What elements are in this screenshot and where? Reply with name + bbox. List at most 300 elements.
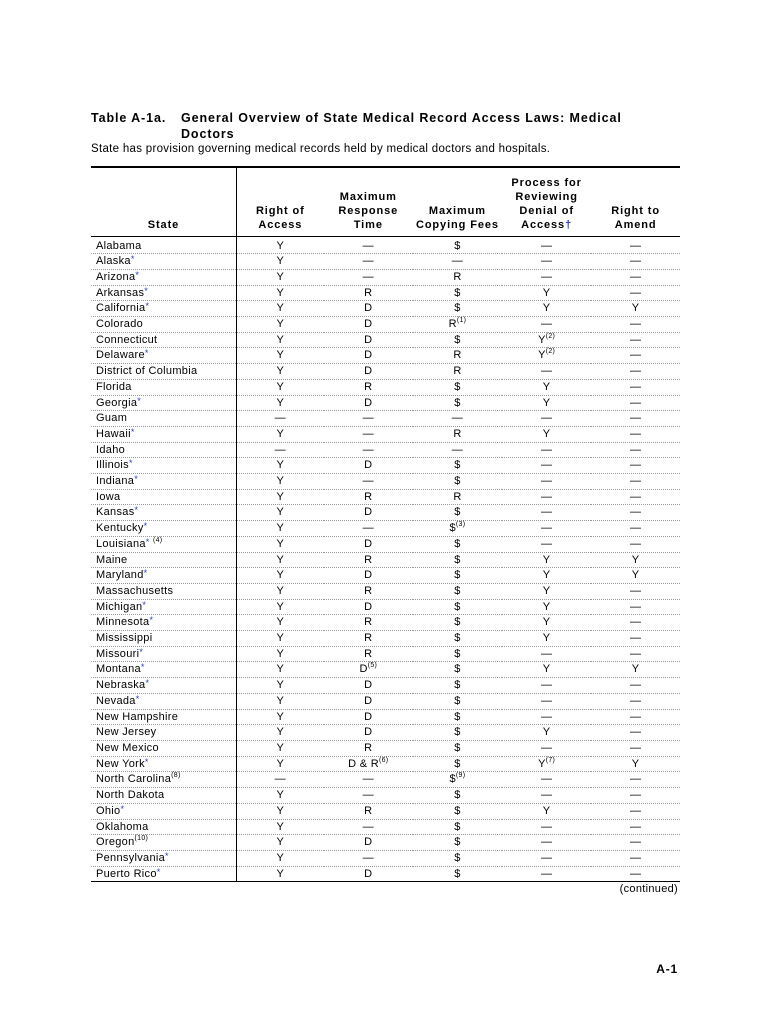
right-of-access-cell [236,599,323,615]
copying-fees-cell [413,599,502,615]
right-to-amend-cell-value: — [629,318,642,331]
right-of-access-cell-value: Y [276,789,285,802]
right-of-access-cell-value: Y [276,742,285,754]
right-of-access-cell-value: Y [276,318,285,331]
right-to-amend-cell [591,741,680,757]
right-to-amend-cell [591,364,680,380]
state-cell [91,332,236,348]
copying-fees-cell [413,788,502,804]
process-review-cell-value: — [540,647,553,660]
asterisk-mark: * [120,803,125,814]
state-cell [91,269,236,285]
right-of-access-cell [236,788,323,804]
right-to-amend-cell [591,772,680,788]
response-time-cell-value: — [362,851,374,864]
state-footnote: (10) [134,835,149,843]
process-review-cell-value: Y [538,333,546,346]
right-of-access-cell [236,536,323,552]
right-of-access-cell [236,772,323,788]
process-review-cell-value: — [540,820,553,833]
table-row [91,536,680,552]
state-name: Mississippi [96,632,153,645]
state-cell [91,458,236,474]
table-row [91,756,680,772]
right-of-access-cell-value: Y [276,286,285,299]
copying-fees-cell-value: $ [454,757,461,770]
process-review-cell-value: Y [542,427,551,440]
table-row [91,850,680,866]
copying-fees-cell-value: $ [454,286,461,299]
header-copying-fees: Maximum Copying Fees [413,167,502,236]
process-review-cell [502,599,591,615]
copying-fees-cell-value: — [451,412,464,425]
right-of-access-cell [236,442,323,458]
process-review-cell [502,631,591,647]
right-to-amend-cell-value: — [629,239,642,252]
right-to-amend-cell [591,662,680,678]
process-review-cell [502,866,591,882]
copying-fees-cell [413,709,502,725]
process-review-cell-value: — [540,742,553,754]
state-cell [91,505,236,521]
right-of-access-cell-value: Y [276,632,285,645]
right-of-access-cell-value: Y [276,726,285,739]
table-row [91,489,680,505]
process-review-cell [502,803,591,819]
copying-fees-cell-value: $ [449,773,456,786]
copying-fees-cell-value: $ [454,647,461,660]
asterisk-mark: * [144,348,149,359]
response-time-cell-value: — [362,270,374,283]
copying-fees-cell-value: $ [454,569,461,582]
dagger-mark: † [565,218,573,231]
right-of-access-cell-value: — [274,412,286,425]
asterisk-mark: * [144,756,149,767]
copying-fees-cell-value: R [453,490,462,503]
response-time-cell-value: D [359,663,368,676]
right-of-access-cell [236,411,323,427]
right-of-access-cell [236,348,323,364]
right-of-access-cell [236,568,323,584]
state-name: Idaho [96,443,126,456]
process-review-cell [502,568,591,584]
process-review-cell [502,364,591,380]
right-of-access-cell-value: Y [276,647,285,660]
process-review-cell [502,489,591,505]
right-to-amend-cell-value: — [629,616,642,629]
state-cell [91,552,236,568]
process-review-cell [502,379,591,395]
right-to-amend-cell-value: Y [631,757,640,770]
copying-fees-cell [413,395,502,411]
process-review-cell-value: — [540,490,553,503]
response-time-cell [324,583,413,599]
response-time-cell-value: D [364,694,373,707]
right-of-access-cell-value: Y [276,302,285,315]
right-to-amend-cell-value: Y [631,569,640,582]
response-time-cell [324,458,413,474]
state-cell [91,521,236,537]
copying-fees-cell [413,615,502,631]
right-of-access-cell-value: Y [276,506,285,519]
process-review-cell [502,521,591,537]
process-review-cell-value: — [540,443,553,456]
response-time-cell [324,819,413,835]
copying-fees-cell [413,364,502,380]
right-of-access-cell-value: Y [276,255,285,268]
response-time-cell-value: — [362,239,374,252]
right-to-amend-cell-value: — [629,490,642,503]
asterisk-mark: * [139,646,144,657]
page-number: A-1 [656,962,678,976]
right-of-access-cell-value: Y [276,851,285,864]
right-to-amend-cell-value: — [629,836,642,849]
state-name: Guam [96,412,128,425]
asterisk-mark: * [130,426,135,437]
copying-fees-cell [413,269,502,285]
table-row [91,725,680,741]
table-row [91,236,680,254]
right-of-access-cell-value: Y [276,616,285,629]
table-subtitle: State has provision governing medical records held by medical doctors and hospitals. [91,143,551,155]
process-review-cell-value: Y [542,569,551,582]
header-state: State [91,167,236,236]
copying-fees-cell-value: $ [454,820,461,833]
right-to-amend-cell [591,552,680,568]
right-of-access-cell-value: Y [276,694,285,707]
state-cell [91,568,236,584]
right-to-amend-cell-value: Y [631,553,640,566]
response-time-cell [324,442,413,458]
state-cell [91,772,236,788]
copying-fees-cell [413,583,502,599]
response-time-cell [324,285,413,301]
copying-fees-cell [413,254,502,270]
table-row [91,866,680,882]
state-name: Missouri [96,647,140,660]
response-time-cell-value: D [364,396,373,409]
copying-fees-cell-value: $ [449,522,456,535]
response-time-cell [324,803,413,819]
copying-fees-cell [413,332,502,348]
response-time-cell-value: R [364,380,373,393]
right-to-amend-cell [591,536,680,552]
response-time-cell-value: D [364,679,373,692]
process-review-cell-footnote: (2) [545,332,556,340]
asterisk-mark: * [143,568,148,579]
state-name: Nevada [96,694,136,707]
right-of-access-cell [236,474,323,490]
state-name: North Dakota [96,789,165,802]
header-row [91,167,680,236]
process-review-cell [502,332,591,348]
process-review-cell [502,772,591,788]
response-time-cell-value: — [362,412,374,425]
process-review-cell [502,850,591,866]
right-to-amend-cell-value: — [629,427,642,440]
state-name: Illinois [96,459,129,472]
process-review-cell [502,458,591,474]
table-row [91,741,680,757]
right-to-amend-cell [591,489,680,505]
asterisk-mark: * [156,866,161,877]
right-of-access-cell-value: Y [276,710,285,723]
right-of-access-cell-value: Y [276,600,285,613]
state-name: Oregon [96,836,135,849]
process-review-cell-value: — [540,710,553,723]
state-name: Kansas [96,506,135,519]
process-review-cell-value: Y [542,600,551,613]
state-cell [91,631,236,647]
process-review-cell-value: — [540,412,553,425]
header-right-to-amend: Right to Amend [591,167,680,236]
right-of-access-cell-value: Y [276,490,285,503]
state-cell [91,254,236,270]
table-row [91,505,680,521]
copying-fees-cell [413,678,502,694]
right-to-amend-cell [591,678,680,694]
response-time-cell-value: D [364,365,373,378]
asterisk-mark: * [128,458,133,469]
state-footnote: (8) [171,772,181,780]
state-cell [91,803,236,819]
process-review-cell [502,254,591,270]
process-review-cell-value: Y [538,349,546,362]
response-time-cell [324,236,413,254]
right-of-access-cell [236,615,323,631]
process-review-cell-value: Y [542,616,551,629]
right-to-amend-cell [591,395,680,411]
state-name: California [96,302,146,315]
right-of-access-cell-value: Y [276,396,285,409]
copying-fees-cell [413,741,502,757]
response-time-cell-value: — [362,443,374,456]
right-of-access-cell-value: Y [276,365,285,378]
right-to-amend-cell [591,317,680,333]
copying-fees-cell [413,426,502,442]
right-to-amend-cell-value: — [629,286,642,299]
response-time-cell-value: — [362,789,374,802]
copying-fees-cell [413,803,502,819]
state-name: District of Columbia [96,365,198,378]
copying-fees-cell-value: $ [454,663,461,676]
asterisk-mark: * [135,269,140,280]
right-of-access-cell [236,678,323,694]
response-time-cell-value: D [364,600,373,613]
process-review-cell [502,615,591,631]
asterisk-mark: * [137,395,142,406]
copying-fees-cell-value: $ [454,553,461,566]
process-review-cell [502,317,591,333]
right-of-access-cell [236,819,323,835]
state-name: Nebraska [96,679,146,692]
right-of-access-cell [236,489,323,505]
copying-fees-cell-value: — [451,443,464,456]
response-time-cell-value: R [364,553,373,566]
state-laws-table [91,166,680,882]
right-to-amend-cell [591,819,680,835]
copying-fees-cell [413,348,502,364]
process-review-cell-value: Y [542,584,551,597]
right-of-access-cell-value: Y [276,757,285,770]
process-review-cell [502,835,591,851]
process-review-cell [502,583,591,599]
response-time-cell-value: R [364,616,373,629]
copying-fees-cell-value: $ [454,475,461,488]
copying-fees-cell-value: $ [454,632,461,645]
table-row [91,803,680,819]
process-review-cell-value: — [540,851,553,864]
response-time-cell [324,772,413,788]
state-cell [91,317,236,333]
state-name: Hawaii [96,427,131,440]
table-row [91,269,680,285]
right-to-amend-cell-value: — [629,851,642,864]
response-time-cell-value: — [362,427,374,440]
table-row [91,379,680,395]
response-time-cell-value: D [364,318,373,331]
state-cell [91,301,236,317]
state-cell [91,725,236,741]
state-cell [91,442,236,458]
asterisk-mark: * [134,505,139,516]
process-review-cell [502,348,591,364]
right-to-amend-cell-value: — [629,742,642,754]
right-of-access-cell [236,631,323,647]
right-to-amend-cell [591,835,680,851]
process-review-cell-value: — [540,679,553,692]
copying-fees-cell-footnote: (9) [455,772,466,780]
right-of-access-cell-value: — [274,773,286,786]
right-to-amend-cell [591,866,680,882]
right-of-access-cell [236,866,323,882]
asterisk-mark: * [140,662,145,673]
state-name: Georgia [96,396,138,409]
right-to-amend-cell-value: — [629,475,642,488]
process-review-cell [502,552,591,568]
copying-fees-cell-value: $ [454,302,461,315]
response-time-cell [324,379,413,395]
process-review-cell [502,693,591,709]
response-time-cell [324,489,413,505]
right-of-access-cell [236,236,323,254]
state-name: Minnesota [96,616,150,629]
response-time-cell [324,756,413,772]
process-review-cell [502,411,591,427]
state-name: Colorado [96,318,144,331]
state-name: Florida [96,380,132,393]
table-row [91,631,680,647]
response-time-cell-value: — [362,255,374,268]
response-time-cell [324,552,413,568]
process-review-cell-value: Y [542,663,551,676]
response-time-cell-footnote: (5) [367,662,378,670]
copying-fees-cell [413,693,502,709]
asterisk-mark: * [135,693,140,704]
state-cell [91,788,236,804]
right-to-amend-cell [591,348,680,364]
asterisk-mark: * [134,474,139,485]
right-of-access-cell [236,332,323,348]
asterisk-mark: * [144,285,149,296]
right-to-amend-cell-value: — [629,804,642,817]
right-of-access-cell [236,583,323,599]
copying-fees-cell [413,236,502,254]
right-to-amend-cell-value: — [629,380,642,393]
copying-fees-cell-value: $ [454,616,461,629]
response-time-cell [324,521,413,537]
copying-fees-cell-value: $ [454,804,461,817]
table-row [91,646,680,662]
process-review-cell [502,426,591,442]
process-review-cell-value: Y [542,804,551,817]
response-time-cell [324,693,413,709]
right-of-access-cell-value: Y [276,836,285,849]
asterisk-mark: * [142,599,147,610]
copying-fees-cell-value: $ [454,380,461,393]
response-time-cell [324,395,413,411]
right-of-access-cell [236,552,323,568]
right-of-access-cell-value: — [274,443,286,456]
right-to-amend-cell [591,474,680,490]
right-of-access-cell [236,285,323,301]
copying-fees-cell [413,662,502,678]
right-of-access-cell [236,850,323,866]
table-row [91,521,680,537]
table-row [91,395,680,411]
state-name: Puerto Rico [96,867,157,880]
state-name: Michigan [96,600,143,613]
right-to-amend-cell [591,521,680,537]
right-to-amend-cell-value: — [629,584,642,597]
process-review-cell-value: Y [542,632,551,645]
copying-fees-cell [413,631,502,647]
process-review-cell [502,819,591,835]
right-to-amend-cell [591,599,680,615]
right-to-amend-cell-value: — [629,647,642,660]
state-cell [91,426,236,442]
right-of-access-cell [236,301,323,317]
right-of-access-cell [236,395,323,411]
state-cell [91,348,236,364]
right-to-amend-cell [591,442,680,458]
copying-fees-cell-value: $ [454,851,461,864]
response-time-cell-value: D [364,836,373,849]
copying-fees-cell [413,552,502,568]
right-to-amend-cell [591,756,680,772]
table-row [91,788,680,804]
response-time-cell-value: D [364,506,373,519]
process-review-cell [502,236,591,254]
continued-note: (continued) [619,883,678,895]
table-row [91,662,680,678]
copying-fees-cell-value: $ [454,600,461,613]
response-time-cell [324,505,413,521]
process-review-cell [502,442,591,458]
response-time-cell [324,866,413,882]
response-time-cell-value: D [364,302,373,315]
state-cell [91,285,236,301]
right-to-amend-cell-value: — [629,255,642,268]
right-of-access-cell [236,364,323,380]
table-row [91,693,680,709]
response-time-cell [324,850,413,866]
copying-fees-cell [413,835,502,851]
table-body [91,236,680,882]
right-of-access-cell-value: Y [276,663,285,676]
copying-fees-cell-value: R [453,270,462,283]
state-footnote: (4) [152,536,163,544]
